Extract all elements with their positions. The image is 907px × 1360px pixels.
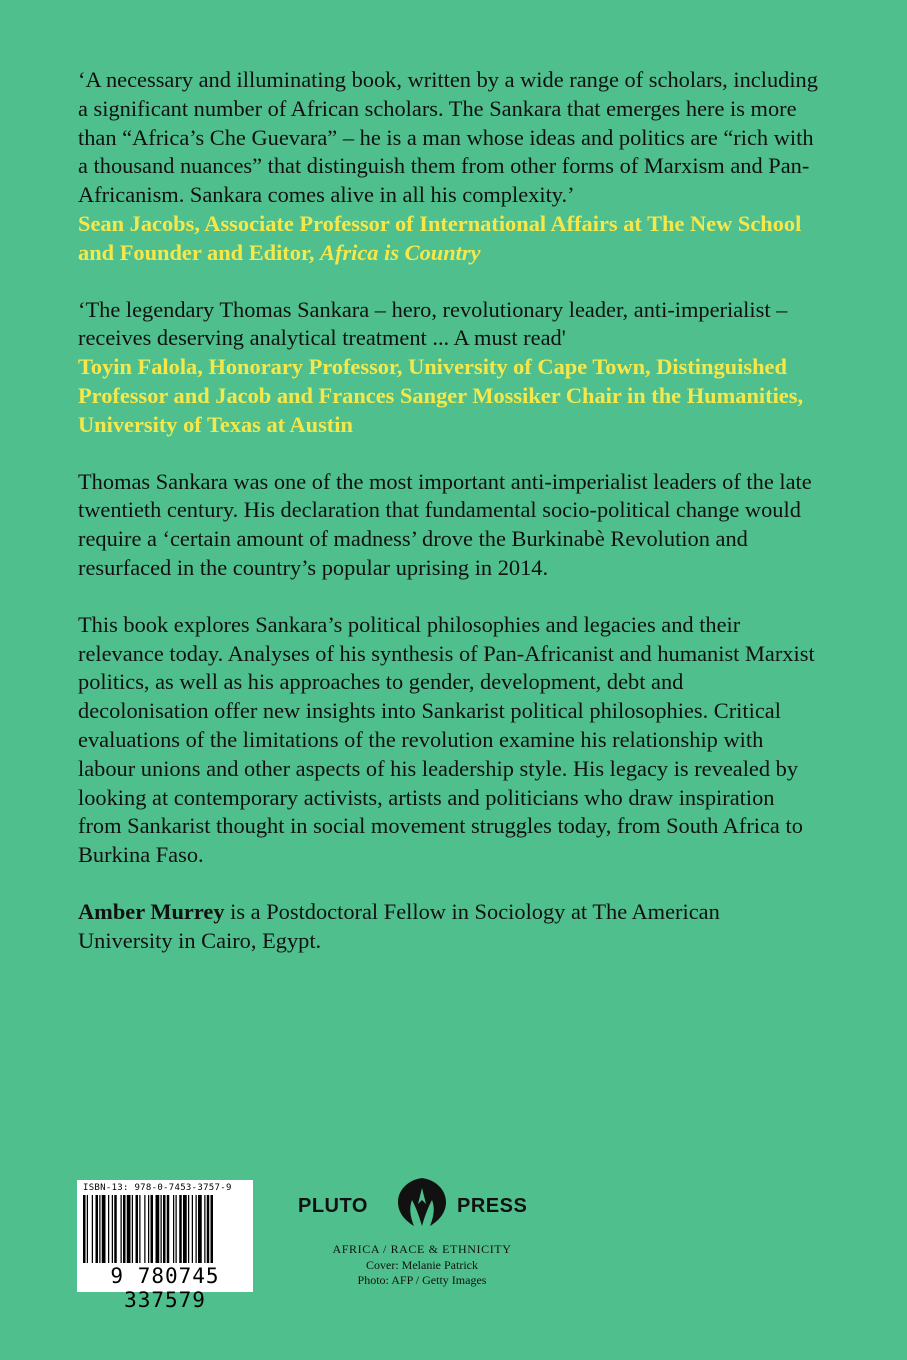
description-paragraph-1: Thomas Sankara was one of the most important anti-imperialist leaders of the late twentieth century. His declaration that fundamental socio-political change would require a ‘certain amount of madness’ drove the Burkinabè Revolution and resurfaced in the country’s popular uprising in 2014.: [78, 468, 812, 580]
barcode-bar: [183, 1195, 187, 1263]
barcode-bar: [136, 1195, 139, 1263]
barcode-icon: [81, 1195, 249, 1265]
subject-category: AFRICA / RACE & ETHNICITY: [332, 1242, 512, 1256]
barcode-bar: [83, 1195, 86, 1263]
barcode-bar: [198, 1195, 202, 1263]
barcode-digits: 9 780745 337579: [110, 1264, 220, 1312]
endorsement-quote-2: ‘The legendary Thomas Sankara – hero, revolutionary leader, anti-imperialist – receives deserving analytical treatment ... A must read': [78, 296, 788, 351]
barcode-bar: [204, 1195, 205, 1263]
barcode-bar: [163, 1195, 166, 1263]
endorsement-attribution-2: Toyin Falola, Honorary Professor, University of Cape Town, Distinguished Professor and Jacob and Frances Sanger Mossiker Chair in the Humanities, University of Texas at Austin: [78, 354, 804, 437]
endorsement-2: [78, 296, 818, 440]
attribution-1-publication: Africa is Country: [320, 239, 481, 265]
barcode-bar: [139, 1195, 140, 1263]
barcode-bar: [108, 1195, 109, 1263]
barcode-bar: [96, 1195, 99, 1263]
barcode-bar: [99, 1195, 100, 1263]
barcode-bar: [92, 1195, 93, 1263]
description-paragraph-2: This book explores Sankara’s political philosophies and legacies and their relevance today. Analyses of his synthesis of Pan-Africanist and humanist Marxist politics, as well as his approaches to gender, development, debt and decolonisation offer new insights into Sankarist political philosophies. Critical evaluations of the limitations of the revolution examine his relationship with labour unions and other aspects of his leadership style. His legacy is revealed by looking at contemporary activists, artists and politicians who draw inspiration from Sankarist thought in social movement struggles today, from South Africa to Burkina Faso.: [78, 611, 815, 868]
back-cover-text: [78, 66, 818, 956]
author-bio: [78, 898, 818, 956]
barcode-bar: [121, 1195, 122, 1263]
author-name: Amber Murrey: [78, 898, 225, 924]
barcode-bar: [176, 1195, 177, 1263]
pluto-press-logo-icon: [394, 1174, 450, 1230]
barcode-bar: [87, 1195, 88, 1263]
publisher-name-right: PRESS: [457, 1195, 528, 1217]
endorsement-attribution-1: [78, 210, 818, 268]
barcode-bar: [112, 1195, 113, 1263]
barcode-bar: [127, 1195, 131, 1263]
publisher-name-left: PLUTO: [298, 1195, 368, 1217]
cover-credit: Cover: Melanie Patrick: [366, 1257, 478, 1272]
author-bio-text: is a Postdoctoral Fellow in Sociology at The American University in Cairo, Egypt.: [78, 898, 720, 953]
endorsement-quote-1: ‘A necessary and illuminating book, written by a wide range of scholars, including a significant number of African scholars. The Sankara that emerges here is more than “Africa’s Che Guevara” – he is a man whose ideas and politics are “rich with a thousand nuances” that distinguish them from other forms of Marxism and Pan-Africanism. Sankara comes alive in all his complexity.’: [78, 67, 818, 208]
barcode-bar: [132, 1195, 133, 1263]
isbn-label: ISBN-13: 978-0-7453-3757-9: [83, 1183, 232, 1193]
photo-credit: Photo: AFP / Getty Images: [357, 1273, 487, 1287]
barcode-bar: [123, 1195, 126, 1263]
barcode-bar: [161, 1195, 162, 1263]
barcode-bar: [144, 1195, 145, 1263]
barcode-bar: [114, 1195, 117, 1263]
isbn-barcode: [77, 1180, 253, 1312]
barcode-bar: [156, 1195, 160, 1263]
publisher-logo: [296, 1174, 544, 1234]
credits-block: [296, 1242, 548, 1289]
barcode-bar: [167, 1195, 170, 1263]
barcode-bar: [192, 1195, 193, 1263]
barcode-bar: [148, 1195, 149, 1263]
barcode-bar: [188, 1195, 189, 1263]
barcode-bar: [179, 1195, 182, 1263]
barcode-bar: [207, 1195, 210, 1263]
barcode-bar: [173, 1195, 174, 1263]
barcode-bar: [211, 1195, 214, 1263]
barcode-bar: [151, 1195, 154, 1263]
endorsement-1: [78, 66, 818, 268]
barcode-bar: [196, 1195, 197, 1263]
barcode-bar: [102, 1195, 106, 1263]
attribution-1-text: Sean Jacobs, Associate Professor of International Affairs at The New School and Founder and Editor,: [78, 210, 802, 265]
